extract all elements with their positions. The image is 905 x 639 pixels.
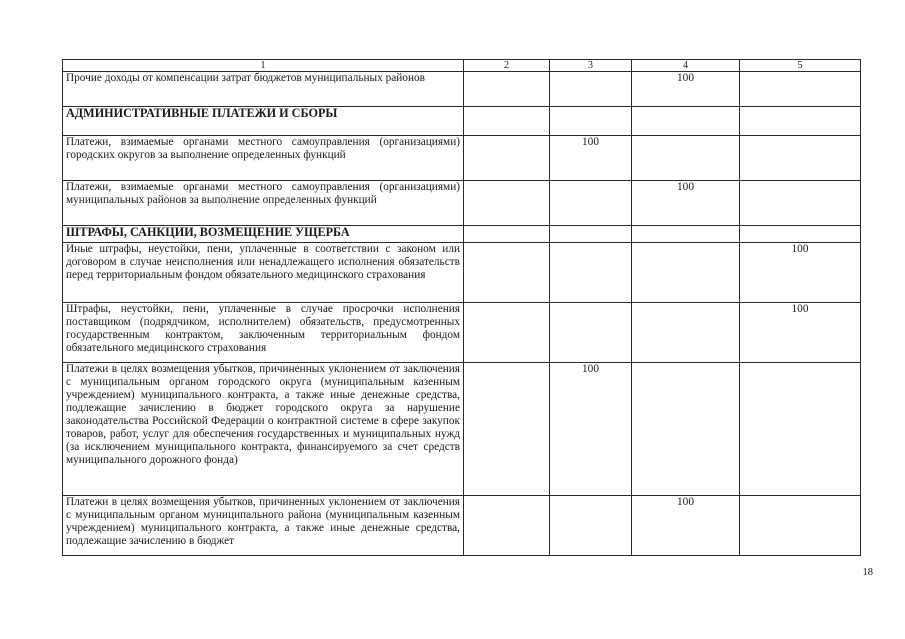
col3-value bbox=[550, 107, 632, 136]
col3-value bbox=[550, 181, 632, 226]
col4-value: 100 bbox=[632, 496, 740, 556]
col2-value bbox=[464, 181, 550, 226]
col2-value bbox=[464, 243, 550, 303]
col5-value bbox=[740, 363, 861, 496]
page-number: 18 bbox=[862, 567, 873, 578]
col4-value bbox=[632, 136, 740, 181]
col2-value bbox=[464, 107, 550, 136]
table-row bbox=[63, 363, 861, 496]
col5-value bbox=[740, 72, 861, 107]
col5-value bbox=[740, 181, 861, 226]
col4-value bbox=[632, 107, 740, 136]
column-header: 5 bbox=[740, 60, 861, 72]
table-row bbox=[63, 136, 861, 181]
column-header: 1 bbox=[63, 60, 464, 72]
row-description: Платежи, взимаемые органами местного самоуправления (организациями) городских округов за выполнение определенных функций bbox=[63, 136, 464, 181]
col4-value bbox=[632, 363, 740, 496]
column-header: 3 bbox=[550, 60, 632, 72]
col3-value bbox=[550, 303, 632, 363]
col5-value: 100 bbox=[740, 303, 861, 363]
col2-value bbox=[464, 226, 550, 243]
col5-value bbox=[740, 496, 861, 556]
col2-value bbox=[464, 72, 550, 107]
row-description: Платежи, взимаемые органами местного самоуправления (организациями) муниципальных районов за выполнение определенных функций bbox=[63, 181, 464, 226]
col3-value bbox=[550, 72, 632, 107]
col5-value: 100 bbox=[740, 243, 861, 303]
col4-value: 100 bbox=[632, 72, 740, 107]
row-description: Платежи в целях возмещения убытков, причиненных уклонением от заключения с муниципальным органом муниципального района (муниципальным казенным учреждением) муниципального контракта, а также иные денежные средства, подлежащие зачислению в бюджет bbox=[63, 496, 464, 556]
col3-value bbox=[550, 226, 632, 243]
row-description: Иные штрафы, неустойки, пени, уплаченные в соответствии с законом или договором в случае неисполнения или ненадлежащего исполнения обязательств перед территориальным фондом обязательного медицинского страхования bbox=[63, 243, 464, 303]
col4-value bbox=[632, 226, 740, 243]
revenue-table bbox=[62, 59, 861, 556]
col4-value bbox=[632, 303, 740, 363]
row-description: Прочие доходы от компенсации затрат бюджетов муниципальных районов bbox=[63, 72, 464, 107]
row-description: Штрафы, неустойки, пени, уплаченные в случае просрочки исполнения поставщиком (подрядчиком, исполнителем) обязательств, предусмотренных государственным контрактом, заключенным территориальным фондом обязательного медицинского страхования bbox=[63, 303, 464, 363]
col3-value: 100 bbox=[550, 136, 632, 181]
col3-value bbox=[550, 496, 632, 556]
section-title: ШТРАФЫ, САНКЦИИ, ВОЗМЕЩЕНИЕ УЩЕРБА bbox=[63, 226, 464, 243]
row-description: Платежи в целях возмещения убытков, причиненных уклонением от заключения с муниципальным органом городского округа (муниципальным казенным учреждением) муниципального контракта, а также иные денежные средства, подлежащие зачислению в бюджет городского округа за нарушение законодательства Российской Федерации о контрактной системе в сфере закупок товаров, работ, услуг для обеспечения государственных и муниципальных нужд (за исключением муниципального контракта, финансируемого за счет средств муниципального дорожного фонда) bbox=[63, 363, 464, 496]
column-header: 2 bbox=[464, 60, 550, 72]
column-header: 4 bbox=[632, 60, 740, 72]
col2-value bbox=[464, 303, 550, 363]
col2-value bbox=[464, 136, 550, 181]
table-row bbox=[63, 181, 861, 226]
col2-value bbox=[464, 496, 550, 556]
table-row bbox=[63, 496, 861, 556]
section-row bbox=[63, 226, 861, 243]
col3-value bbox=[550, 243, 632, 303]
section-row bbox=[63, 107, 861, 136]
table-row bbox=[63, 243, 861, 303]
col5-value bbox=[740, 136, 861, 181]
table-row bbox=[63, 303, 861, 363]
col3-value: 100 bbox=[550, 363, 632, 496]
section-title: АДМИНИСТРАТИВНЫЕ ПЛАТЕЖИ И СБОРЫ bbox=[63, 107, 464, 136]
col5-value bbox=[740, 226, 861, 243]
col4-value: 100 bbox=[632, 181, 740, 226]
table-row bbox=[63, 72, 861, 107]
header-row bbox=[63, 60, 861, 72]
col2-value bbox=[464, 363, 550, 496]
col5-value bbox=[740, 107, 861, 136]
col4-value bbox=[632, 243, 740, 303]
